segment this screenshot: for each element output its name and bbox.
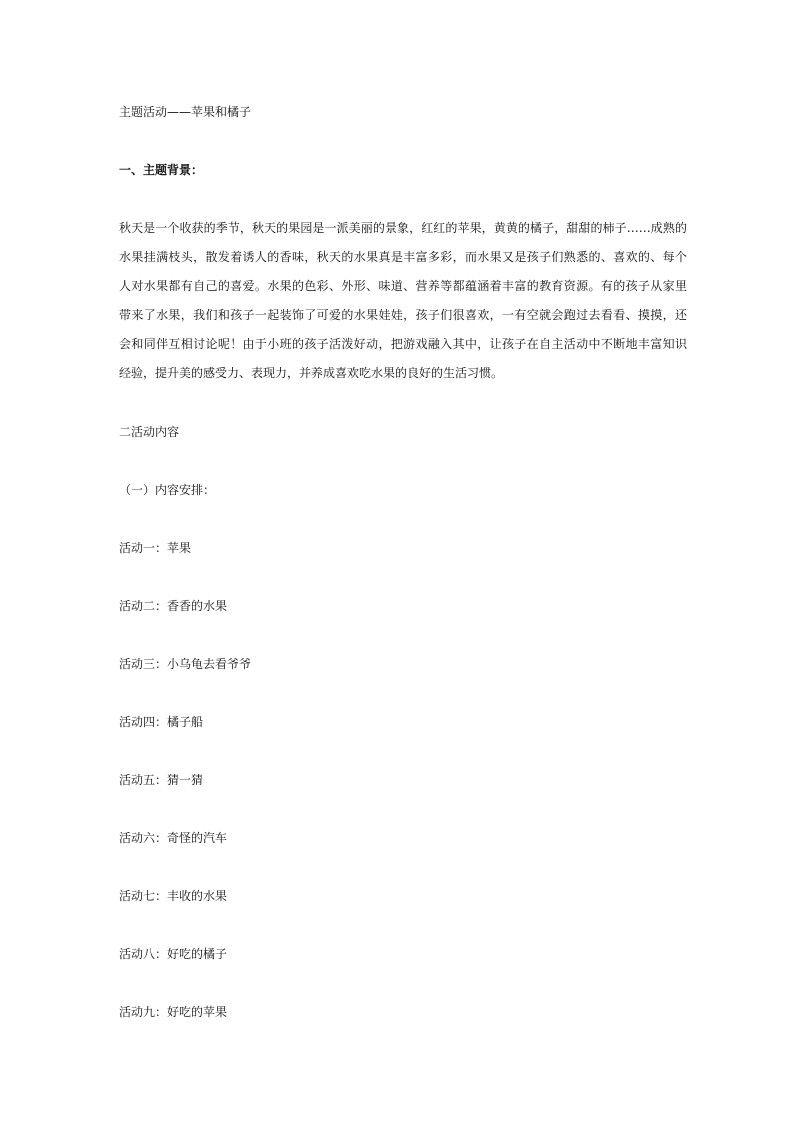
paragraph-line: 经验，提升美的感受力、表现力，并养成喜欢吃水果的良好的生活习惯。: [119, 366, 504, 380]
activity-item: 活动九：好吃的苹果: [119, 1005, 228, 1019]
section-heading-content: 二活动内容: [119, 425, 180, 439]
paragraph-line: 水果挂满枝头，散发着诱人的香味，秋天的水果真是丰富多彩，而水果又是孩子们熟悉的、喜欢的、每个: [119, 250, 687, 264]
activity-item: 活动五：猜一猜: [119, 773, 204, 787]
activity-item: 活动二：香香的水果: [119, 599, 228, 613]
activity-item: 活动一：苹果: [119, 541, 192, 555]
activity-item: 活动七：丰收的水果: [119, 889, 228, 903]
paragraph-line: 人对水果都有自己的喜爱。水果的色彩、外形、味道、营养等都蕴涵着丰富的教育资源。有的孩子从家里: [119, 279, 687, 293]
activity-item: 活动六：奇怪的汽车: [119, 831, 228, 845]
paragraph-line: 带来了水果，我们和孩子一起装饰了可爱的水果娃娃，孩子们很喜欢，一有空就会跑过去看看、摸摸，还: [119, 308, 687, 322]
activity-item: 活动三：小乌龟去看爷爷: [119, 657, 252, 671]
activity-item: 活动四：橘子船: [119, 715, 204, 729]
activity-item: 活动八：好吃的橘子: [119, 947, 228, 961]
paragraph-line: 会和同伴互相讨论呢！由于小班的孩子活泼好动，把游戏融入其中，让孩子在自主活动中不断地丰富知识: [119, 337, 687, 351]
document-title: 主题活动——苹果和橘子: [119, 105, 252, 119]
section-heading-background: 一、主题背景：: [119, 163, 204, 177]
background-paragraph: [119, 221, 687, 395]
paragraph-line: 秋天是一个收获的季节，秋天的果园是一派美丽的景象，红红的苹果，黄黄的橘子，甜甜的柿子……成熟的: [119, 221, 687, 235]
subsection-heading: （一）内容安排：: [119, 483, 216, 497]
